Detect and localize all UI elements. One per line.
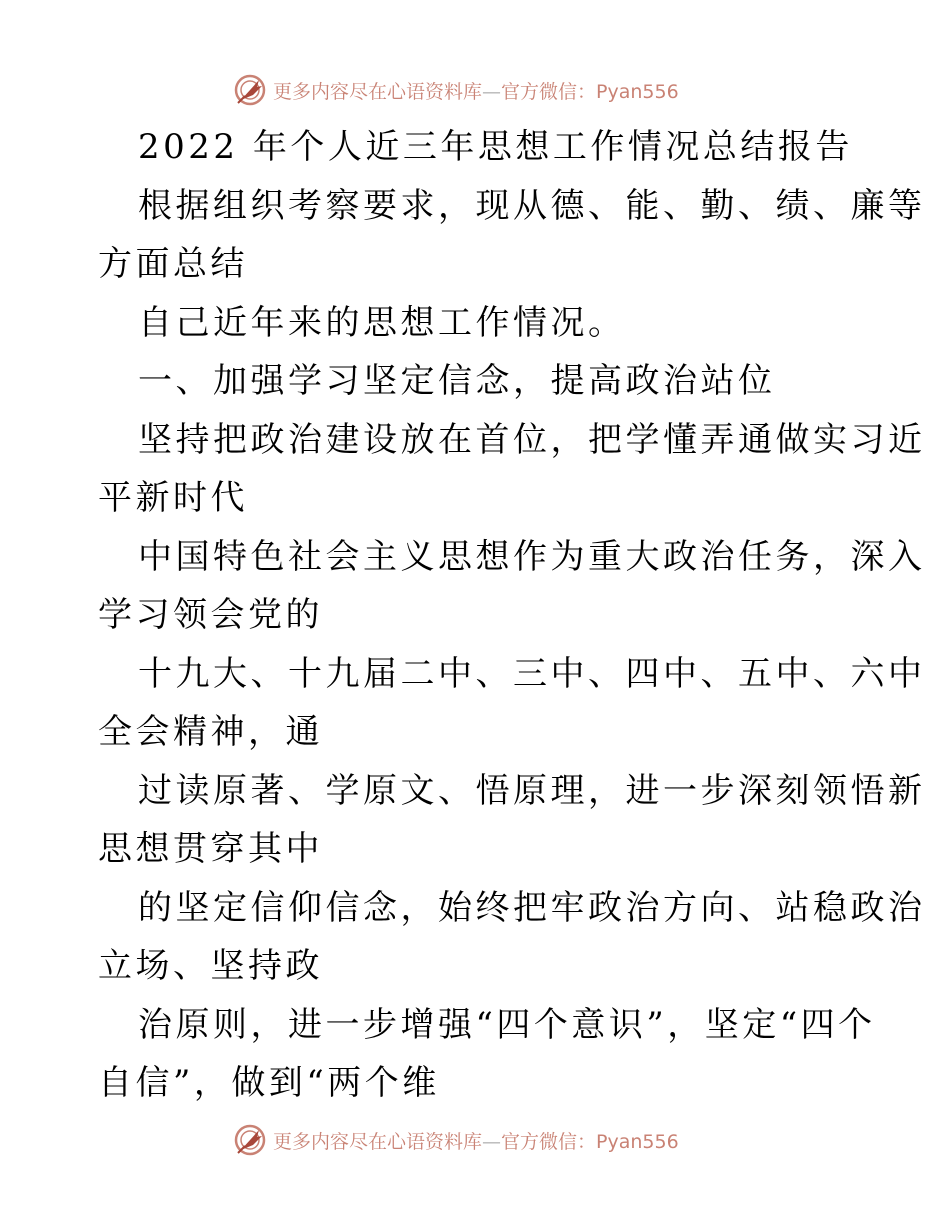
paragraph-line: 学习领会党的 <box>98 595 323 635</box>
feather-pen-logo-icon <box>233 73 267 107</box>
watermark-contact-id: Pyan556 <box>596 1130 679 1153</box>
document-body <box>98 118 926 1113</box>
watermark-separator: — <box>482 80 502 103</box>
paragraph-line: 平新时代 <box>98 478 248 518</box>
paragraph-line: 中国特色社会主义思想作为重大政治任务，深入 <box>138 536 926 577</box>
watermark-contact-label: 官方微信： <box>501 1130 597 1153</box>
section-heading: 一、加强学习坚定信念，提高政治站位 <box>138 361 776 401</box>
paragraph-line: 根据组织考察要求，现从德、能、勤、绩、廉等 <box>138 185 926 226</box>
watermark-site-text: 更多内容尽在心语资料库 <box>273 1130 483 1153</box>
paragraph-line: 自己近年来的思想工作情况。 <box>138 302 626 343</box>
watermark-header <box>233 72 679 108</box>
paragraph-line: 的坚定信仰信念，始终把牢政治方向、站稳政治 <box>138 887 926 928</box>
watermark-site-text: 更多内容尽在心语资料库 <box>273 80 483 103</box>
watermark-contact-id: Pyan556 <box>596 80 679 103</box>
paragraph-line: 全会精神，通 <box>98 712 323 752</box>
paragraph-line: 坚持把政治建设放在首位，把学懂弄通做实习近 <box>138 419 926 460</box>
paragraph-line: 立场、坚持政 <box>98 946 323 986</box>
watermark-contact-label: 官方微信： <box>501 80 597 103</box>
paragraph-line: 思想贯穿其中 <box>98 829 323 869</box>
feather-pen-logo-icon <box>233 1123 267 1157</box>
paragraph-line: 十九大、十九届二中、三中、四中、五中、六中 <box>138 653 926 694</box>
paragraph-line: 治原则，进一步增强“四个意识”，坚定“四个 <box>138 1004 876 1045</box>
watermark-footer <box>233 1122 679 1158</box>
document-title: 2022 年个人近三年思想工作情况总结报告 <box>138 127 853 167</box>
paragraph-line: 过读原著、学原文、悟原理，进一步深刻领悟新 <box>138 770 926 811</box>
watermark-separator: — <box>482 1130 502 1153</box>
paragraph-line: 方面总结 <box>98 244 248 284</box>
paragraph-line: 自信”，做到“两个维 <box>98 1063 440 1103</box>
